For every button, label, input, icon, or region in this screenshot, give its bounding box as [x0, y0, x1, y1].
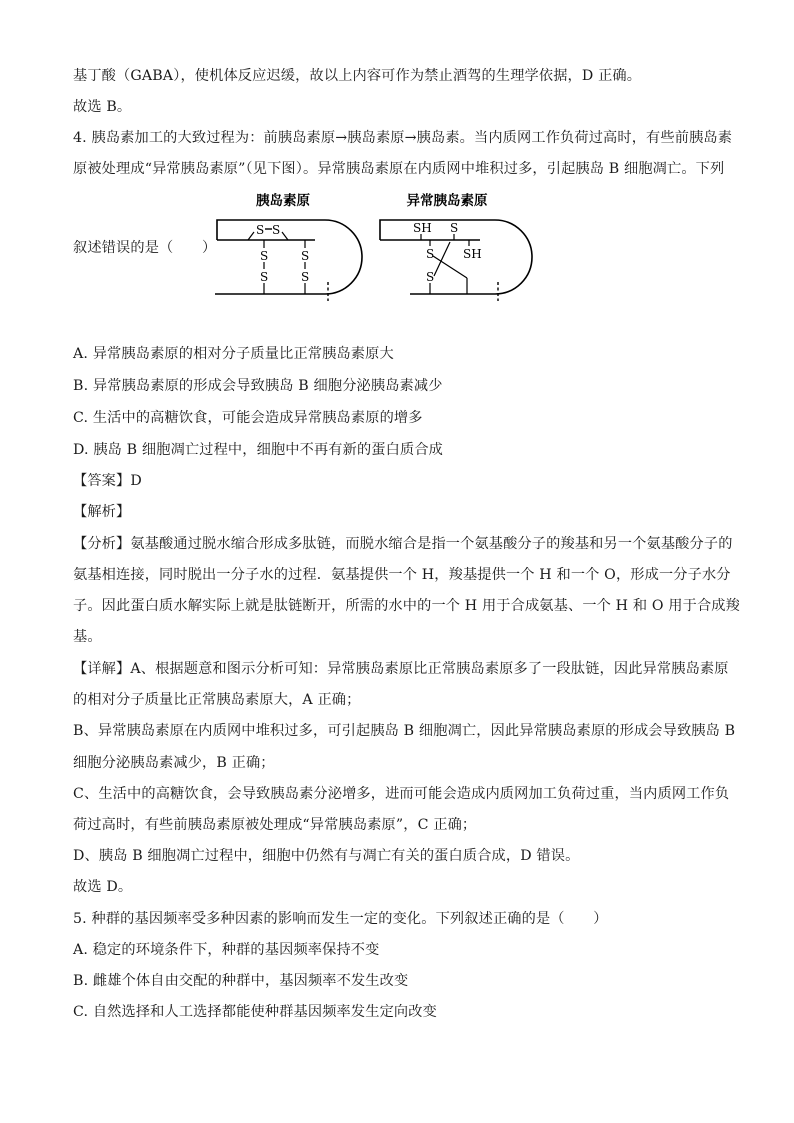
sulfur-label: S [301, 270, 310, 284]
sulfur-label: S [256, 223, 265, 237]
sulfur-label: S [426, 247, 435, 261]
sulfur-label: S [272, 223, 281, 237]
option-b: B. 雌雄个体自由交配的种群中，基因频率不发生改变 [73, 973, 409, 989]
detail-text: 细胞分泌胰岛素减少，B 正确； [73, 755, 275, 771]
choice-summary: 故选 D。 [73, 879, 133, 895]
option-a: A. 稳定的环境条件下，种群的基因频率保持不变 [73, 942, 380, 958]
diagram-right-title: 异常胰岛素原 [406, 193, 488, 209]
diagram-left-title: 胰岛素原 [256, 193, 310, 209]
insulin-precursor-diagram [205, 190, 535, 305]
sulfur-label: S [260, 270, 269, 284]
analysis-text: 【分析】氨基酸通过脱水缩合形成多肽链，而脱水缩合是指一个氨基酸分子的羧基和另一个氨基酸分子的 [73, 536, 733, 552]
detail-text: C、生活中的高糖饮食，会导致胰岛素分泌增多，进而可能会造成内质网加工负荷过重，当内质网工作负 [73, 786, 730, 802]
detail-text: D、胰岛 B 细胞凋亡过程中，细胞中仍然有与凋亡有关的蛋白质合成，D 错误。 [73, 848, 580, 864]
question-4-prompt: 叙述错误的是（ ） [73, 240, 217, 256]
analysis-text: 氨基相连接，同时脱出一分子水的过程．氨基提供一个 H，羧基提供一个 H 和一个 O，形成一分子水分 [73, 567, 731, 583]
detail-text: 的相对分子质量比正常胰岛素原大，A 正确； [73, 692, 361, 708]
option-c: C. 生活中的高糖饮食，可能会造成异常胰岛素原的增多 [73, 410, 423, 426]
text-line: 基丁酸（GABA），使机体反应迟缓，故以上内容可作为禁止酒驾的生理学依据，D 正确。 [73, 68, 642, 84]
sulfur-label: S [260, 249, 269, 263]
question-4-stem: 原被处理成“异常胰岛素原”（见下图）。异常胰岛素原在内质网中堆积过多，引起胰岛 B 细胞凋亡。下列 [73, 161, 725, 177]
option-c: C. 自然选择和人工选择都能使种群基因频率发生定向改变 [73, 1004, 437, 1020]
option-a: A. 异常胰岛素原的相对分子质量比正常胰岛素原大 [73, 346, 394, 362]
sulfur-label: S [426, 270, 435, 284]
option-b: B. 异常胰岛素原的形成会导致胰岛 B 细胞分泌胰岛素减少 [73, 378, 443, 394]
analysis-text: 基。 [73, 629, 102, 645]
sulfur-label: S [450, 221, 459, 235]
text-line: 故选 B。 [73, 99, 132, 115]
option-d: D. 胰岛 B 细胞凋亡过程中，细胞中不再有新的蛋白质合成 [73, 442, 443, 458]
thiol-label: SH [463, 247, 482, 261]
analysis-text: 子。因此蛋白质水解实际上就是肽链断开，所需的水中的一个 H 用于合成氨基、一个 H 和 O 用于合成羧 [73, 598, 740, 614]
detail-text: 荷过高时，有些前胰岛素原被处理成“异常胰岛素原”，C 正确； [73, 817, 477, 833]
thiol-label: SH [413, 221, 432, 235]
question-4-stem: 4. 胰岛素加工的大致过程为：前胰岛素原→胰岛素原→胰岛素。当内质网工作负荷过高时，有些前胰岛素 [73, 130, 733, 146]
analysis-heading: 【解析】 [73, 504, 131, 520]
sulfur-label: S [301, 249, 310, 263]
detail-text: B、异常胰岛素原在内质网中堆积过多，可引起胰岛 B 细胞凋亡，因此异常胰岛素原的形成会导致胰岛 B [73, 723, 736, 739]
detail-text: 【详解】A、根据题意和图示分析可知：异常胰岛素原比正常胰岛素原多了一段肽链，因此异常胰岛素原 [73, 661, 729, 677]
question-5-stem: 5. 种群的基因频率受多种因素的影响而发生一定的变化。下列叙述正确的是（ ） [73, 911, 608, 927]
answer-line: 【答案】D [73, 473, 142, 489]
proinsulin-chain [215, 220, 362, 294]
